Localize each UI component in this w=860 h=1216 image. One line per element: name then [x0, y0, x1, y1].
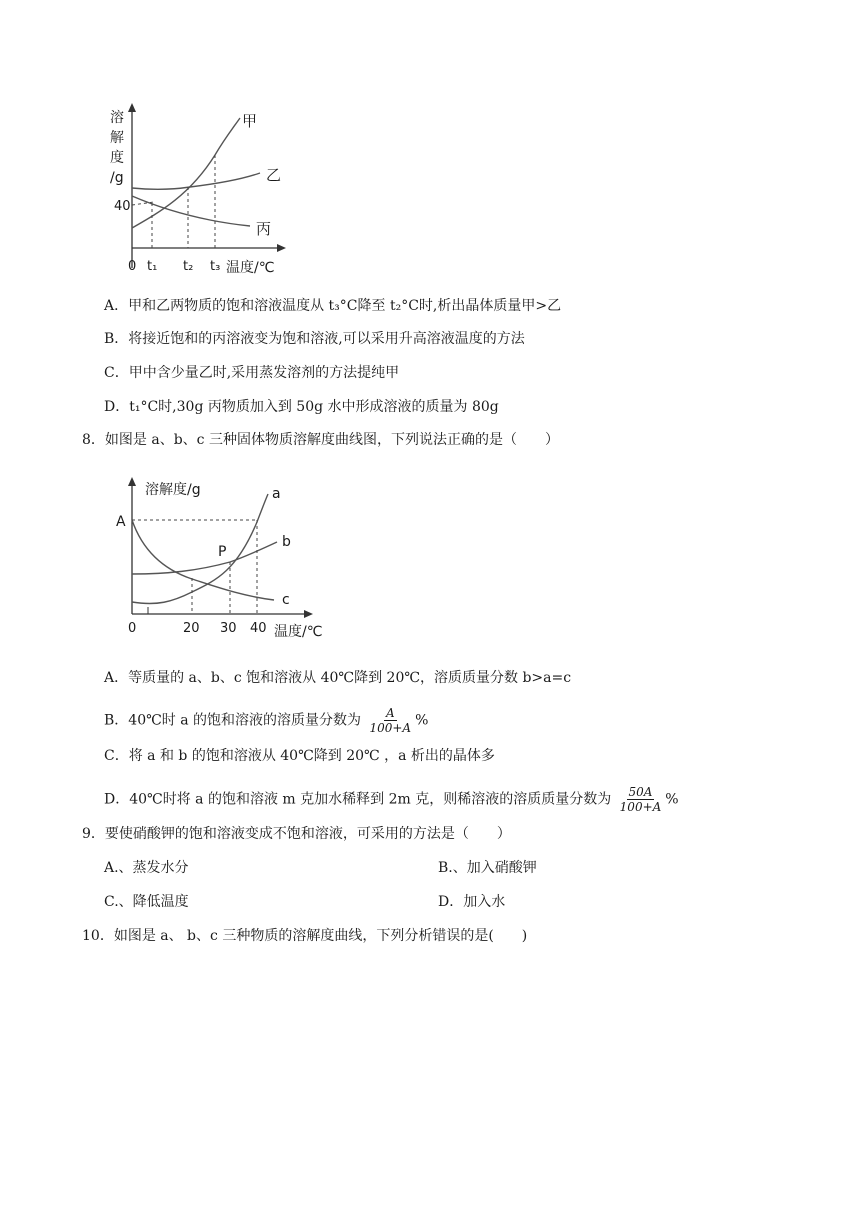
xtick-20: 20 — [183, 621, 200, 636]
x-arrow — [304, 610, 313, 618]
x-arrow — [277, 244, 286, 252]
percent-sign: % — [415, 712, 429, 729]
q9-option-d: D．加入水 — [438, 894, 506, 910]
label-jia: 甲 — [242, 112, 258, 130]
label-a: a — [272, 486, 281, 502]
label-b: b — [282, 534, 291, 550]
xlabel: 温度/℃ — [226, 260, 275, 276]
curve-a — [132, 494, 268, 604]
xtick-0: 0 — [128, 621, 137, 636]
curve-bing — [132, 196, 250, 226]
q9-option-a: A.、蒸发水分 — [104, 860, 189, 876]
q9-option-c: C.、降低温度 — [104, 894, 189, 910]
q8-stem: 8．如图是 a、b、c 三种固体物质溶解度曲线图，下列说法正确的是（ ） — [82, 432, 559, 448]
curve-jia — [132, 118, 240, 228]
xtick-t3: t₃ — [210, 259, 221, 274]
percent-sign: % — [665, 791, 679, 808]
fraction — [367, 706, 413, 735]
curve-b — [132, 542, 277, 574]
fraction — [618, 785, 664, 814]
label-P: P — [218, 544, 227, 560]
label-yi: 乙 — [266, 166, 282, 184]
fraction-numerator: A — [385, 706, 395, 720]
label-c: c — [282, 592, 290, 608]
label-A: A — [116, 514, 126, 530]
xlabel: 温度/℃ — [274, 624, 323, 640]
y-arrow — [128, 477, 136, 486]
q8-option-d — [104, 785, 679, 814]
ylabel-4: /g — [110, 170, 124, 186]
xtick-t1: t₁ — [147, 259, 158, 274]
xtick-40: 40 — [250, 621, 267, 636]
ylabel-3: 度 — [110, 150, 124, 166]
q9-option-b: B.、加入硝酸钾 — [438, 860, 537, 876]
q7-option-b: B．将接近饱和的丙溶液变为饱和溶液,可以采用升高溶液温度的方法 — [104, 331, 525, 347]
q8-option-c: C．将 a 和 b 的饱和溶液从 40℃降到 20℃ ，a 析出的晶体多 — [104, 748, 495, 764]
fraction-denominator: 100+A — [369, 721, 412, 735]
ytick-40: 40 — [114, 199, 131, 214]
xtick-t2: t₂ — [183, 259, 194, 274]
ylabel: 溶解度/g — [145, 482, 201, 498]
fraction-denominator: 100+A — [619, 800, 662, 814]
q9-stem: 9．要使硝酸钾的饱和溶液变成不饱和溶液，可采用的方法是（ ） — [82, 826, 511, 842]
label-bing: 丙 — [256, 220, 272, 238]
q8-option-b-text: B．40℃时 a 的饱和溶液的溶质量分数为 — [104, 712, 362, 729]
q7-option-d: D．t₁°C时,30g 丙物质加入到 50g 水中形成溶液的质量为 80g — [104, 399, 499, 415]
q7-option-c: C．甲中含少量乙时,采用蒸发溶剂的方法提纯甲 — [104, 365, 400, 381]
q8-option-a: A．等质量的 a、b、c 饱和溶液从 40℃降到 20℃，溶质质量分数 b>a=c — [104, 670, 572, 686]
solubility-figure-1 — [100, 100, 290, 280]
y-arrow — [128, 103, 136, 112]
solubility-figure-2 — [112, 474, 332, 649]
q8-option-b — [104, 706, 428, 735]
q10-stem: 10．如图是 a、 b、c 三种物质的溶解度曲线，下列分析错误的是( ) — [82, 928, 528, 944]
ylabel-2: 解 — [110, 130, 124, 146]
q8-option-d-text: D．40℃时将 a 的饱和溶液 m 克加水稀释到 2m 克，则稀溶液的溶质质量分数为 — [104, 791, 612, 808]
xtick-30: 30 — [220, 621, 237, 636]
xtick-0: 0 — [128, 259, 137, 274]
fraction-numerator: 50A — [628, 785, 653, 799]
ylabel-1: 溶 — [110, 110, 124, 126]
q7-option-a: A．甲和乙两物质的饱和溶液温度从 t₃°C降至 t₂°C时,析出晶体质量甲>乙 — [104, 298, 562, 314]
